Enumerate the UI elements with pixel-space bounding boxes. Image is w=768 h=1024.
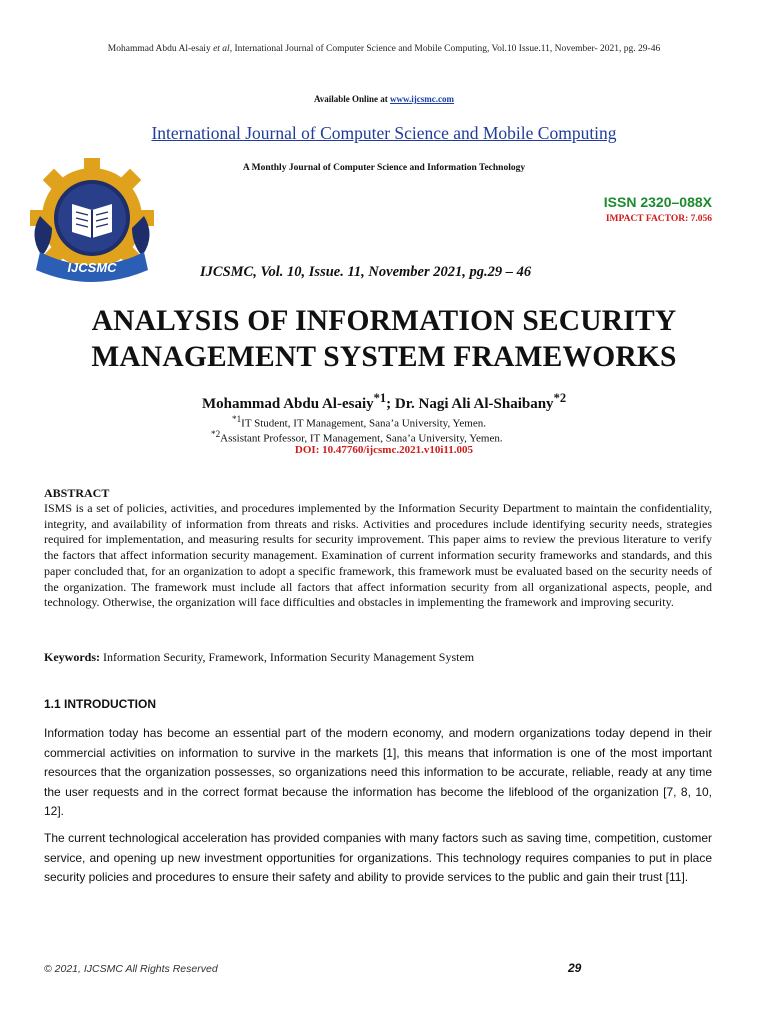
introduction-paragraph-2: The current technological acceleration has provided companies with many factors such as saving time, competition, customer service, and opening up new investment opportunities for organizations. This technology requires companies to put in place security policies and procedures to ensure their safety and ability to provide services to the public and gain their trust [11]. <box>44 831 712 884</box>
introduction-heading: 1.1 INTRODUCTION <box>44 697 157 711</box>
author-1-marker: *1 <box>373 391 387 405</box>
affiliation-2-text: Assistant Professor, IT Management, Sana’a University, Yemen. <box>220 432 503 445</box>
running-head-etal: et al <box>213 44 230 54</box>
availability-line <box>0 94 768 104</box>
journal-logo <box>22 156 162 286</box>
running-head-author: Mohammad Abdu Al-esaiy <box>107 44 211 54</box>
author-line <box>0 391 768 413</box>
affiliation-1 <box>232 414 486 430</box>
journal-website-link[interactable]: www.ijcsmc.com <box>390 94 455 104</box>
author-separator: ; <box>386 396 395 412</box>
paper-title-line-1: ANALYSIS OF INFORMATION SECURITY <box>91 305 677 337</box>
impact-factor: IMPACT FACTOR: 7.056 <box>605 214 712 224</box>
issn-number: ISSN 2320–088X <box>603 194 712 210</box>
paper-title <box>0 303 768 375</box>
running-head-rest: , International Journal of Computer Science and Mobile Computing, Vol.10 Issue.11, November- 2021, pg. 29-46 <box>229 44 661 54</box>
introduction-paragraph-1: Information today has become an essential part of the modern economy, and modern organizations today depend in their commercial activities on information to survive in the markets [1], this means that information is one of the most important resources that the organization possesses, so organizations need this information to be accurate, reliable, ready at any time the user requests and in the correct format because the information has become the lifeblood of the organization [7, 8, 10, 12]. <box>44 726 712 818</box>
keywords-line <box>44 650 724 665</box>
author-2-marker: *2 <box>553 391 567 405</box>
issue-citation: IJCSMC, Vol. 10, Issue. 11, November 2021, pg.29 – 46 <box>200 264 532 280</box>
author-2-name: Dr. Nagi Ali Al-Shaibany <box>394 396 554 412</box>
affiliation-1-marker: *1 <box>232 414 242 424</box>
abstract-heading: ABSTRACT <box>44 486 110 500</box>
abstract-body: ISMS is a set of policies, activities, and procedures implemented by the Information Security Department to maintain the confidentiality, integrity, and availability of information from threats and risks. Activities and procedures include identifying security needs, strategies required for implementation, and measuring results for security improvement. This paper aims to review the previous literature to verify the factors that affect information security management. Examination of current information security frameworks and standards, and this paper concluded that, for an organization to adopt a specific framework, this framework must be evaluated based on the security needs of the organization. The framework must include all factors that affect information security from all organizational aspects, people, and technology. Otherwise, the organization will face difficulties and obstacles in implementing the framework and improving security. <box>44 501 712 610</box>
paper-title-line-2: MANAGEMENT SYSTEM FRAMEWORKS <box>91 341 677 373</box>
keywords-label: Keywords: <box>44 650 100 664</box>
doi-link[interactable]: DOI: 10.47760/ijcsmc.2021.v10i11.005 <box>294 444 474 456</box>
affiliation-2 <box>211 429 503 445</box>
page-number: 29 <box>568 961 582 975</box>
affiliation-1-text: IT Student, IT Management, Sana’a University, Yemen. <box>241 417 486 430</box>
availability-prefix: Available Online at <box>313 94 391 104</box>
copyright-notice: © 2021, IJCSMC All Rights Reserved <box>44 963 218 975</box>
gear-book-logo-icon <box>22 156 162 286</box>
affiliation-2-marker: *2 <box>211 429 221 439</box>
author-1-name: Mohammad Abdu Al-esaiy <box>201 396 374 412</box>
logo-wordmark: IJCSMC <box>67 260 117 275</box>
journal-title[interactable]: International Journal of Computer Science and Mobile Computing <box>151 123 617 143</box>
running-head <box>0 44 768 54</box>
keywords-text: Information Security, Framework, Information Security Management System <box>100 650 475 664</box>
journal-subtitle: A Monthly Journal of Computer Science and Information Technology <box>242 163 526 173</box>
